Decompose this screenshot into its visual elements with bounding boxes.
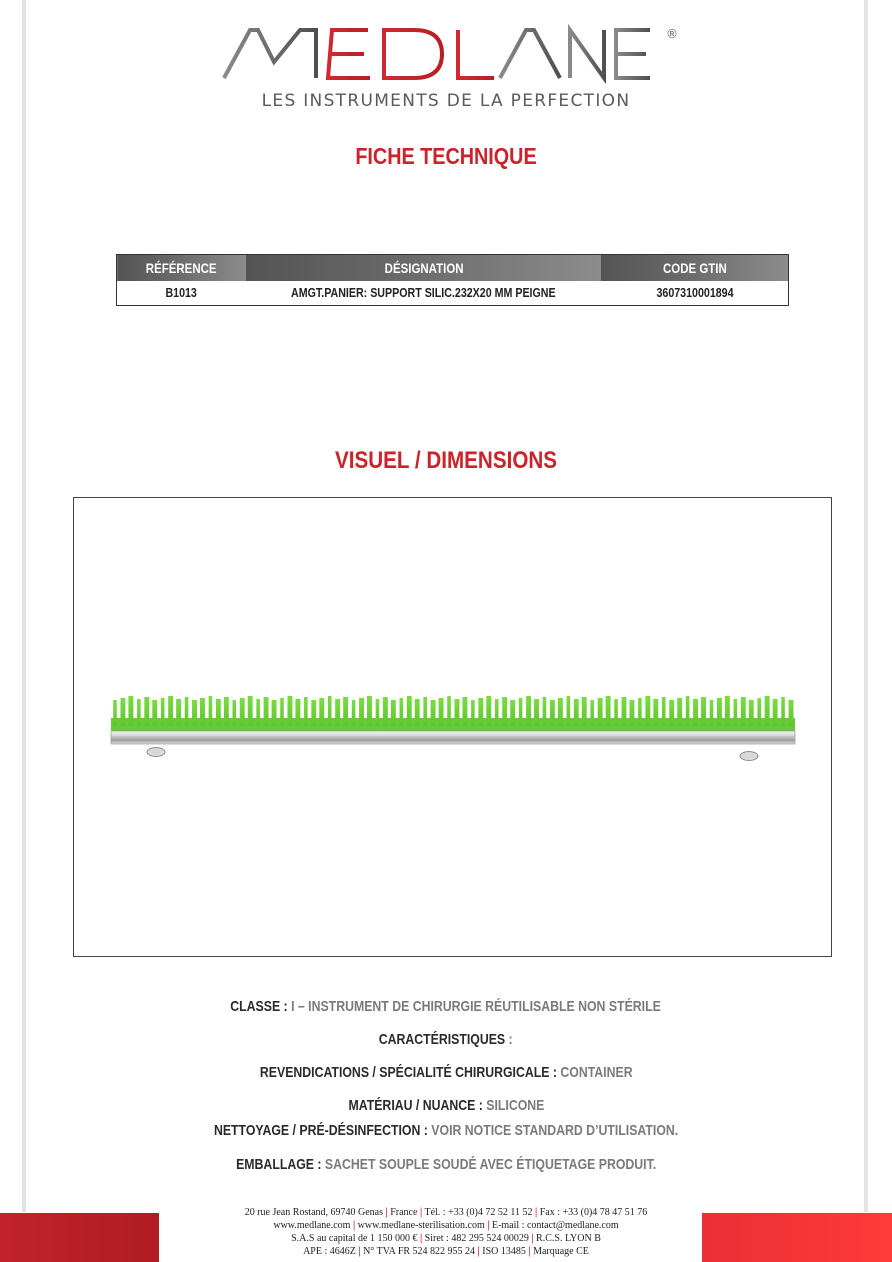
- comb-tooth: [415, 699, 420, 726]
- steel-rail: [111, 731, 795, 744]
- fiche-technique-title: FICHE TECHNIQUE: [355, 143, 537, 169]
- comb-tooth: [319, 698, 324, 726]
- comb-tooth: [717, 698, 722, 726]
- comb-tooth: [209, 696, 213, 726]
- comb-tooth: [343, 697, 348, 726]
- comb-tooth: [295, 699, 300, 726]
- comb-tooth: [510, 700, 515, 726]
- product-visual-frame: [73, 497, 832, 957]
- footer-red-bar-right: [702, 1213, 892, 1262]
- comb-tooth: [335, 699, 340, 726]
- registered-mark: ®: [666, 27, 678, 41]
- footer-red-bar-left: [0, 1213, 159, 1262]
- rivet-left: [147, 748, 165, 757]
- footer-legal-line: S.A.S au capital de 1 150 000 € | Siret : 482 295 524 00029 | R.C.S. LYON B: [291, 1233, 601, 1244]
- comb-tooth: [486, 696, 491, 726]
- comb-tooth: [272, 700, 277, 726]
- comb-tooth: [693, 699, 698, 726]
- comb-tooth: [152, 700, 157, 726]
- comb-tooth: [543, 697, 547, 726]
- footer-certification-line: APE : 4646Z | N° TVA FR 524 822 955 24 | ISO 13485 | Marquage CE: [303, 1246, 589, 1257]
- comb-base: [111, 718, 795, 732]
- header-designation: DÉSIGNATION: [246, 255, 601, 281]
- comb-tooth: [168, 696, 173, 726]
- spec-classe: CLASSE : I – INSTRUMENT DE CHIRURGIE RÉUTILISABLE NON STÉRILE: [230, 998, 662, 1015]
- rivet-right: [740, 752, 758, 761]
- comb-tooth: [495, 699, 499, 726]
- comb-tooth: [567, 696, 571, 726]
- comb-tooth: [645, 696, 650, 726]
- comb-tooth: [264, 697, 269, 726]
- table-row: [117, 281, 789, 306]
- cell-reference: B1013: [165, 285, 198, 301]
- comb-tooth: [686, 696, 690, 726]
- comb-tooth: [471, 700, 475, 726]
- comb-tooth: [120, 698, 125, 726]
- medlane-logo: [220, 22, 680, 92]
- comb-tooth: [439, 698, 444, 726]
- comb-tooth: [137, 699, 141, 726]
- comb-tooth: [455, 699, 460, 726]
- comb-tooth: [287, 696, 292, 726]
- sterilisation-website-link[interactable]: www.medlane-sterilisation.com: [357, 1220, 485, 1231]
- comb-tooth: [734, 699, 738, 726]
- comb-tooth: [248, 696, 253, 726]
- comb-tooth: [574, 699, 579, 726]
- comb-tooth: [192, 700, 197, 726]
- comb-tooth: [749, 700, 754, 726]
- comb-tooth: [606, 696, 611, 726]
- comb-teeth: [111, 696, 795, 732]
- header-gtin: CODE GTIN: [601, 255, 788, 281]
- comb-tooth: [359, 698, 364, 726]
- footer-address-line: 20 rue Jean Rostand, 69740 Genas | France | Tél. : +33 (0)4 72 52 11 52 | Fax : +33 (0)4 78 47 51 76: [244, 1207, 648, 1218]
- footer-web-line: www.medlane.com | www.medlane-sterilisation.com | E-mail : contact@medlane.com: [273, 1220, 619, 1231]
- comb-tooth: [629, 700, 634, 726]
- comb-tooth: [773, 699, 778, 726]
- comb-tooth: [638, 698, 642, 726]
- comb-tooth: [161, 698, 165, 726]
- comb-tooth: [526, 696, 531, 726]
- comb-tooth: [376, 699, 380, 726]
- comb-tooth: [328, 696, 332, 726]
- comb-tooth: [653, 699, 658, 726]
- comb-tooth: [128, 696, 133, 726]
- comb-tooth: [200, 698, 205, 726]
- comb-tooth: [502, 697, 507, 726]
- tagline: LES INSTRUMENTS DE LA PERFECTION: [261, 91, 631, 111]
- comb-tooth: [598, 698, 603, 726]
- comb-tooth: [725, 696, 730, 726]
- comb-tooth: [781, 697, 785, 726]
- comb-tooth: [423, 697, 427, 726]
- comb-tooth: [701, 697, 706, 726]
- spec-materiau: MATÉRIAU / NUANCE : SILICONE: [348, 1097, 544, 1114]
- comb-tooth: [367, 696, 372, 726]
- silicone-comb-support-image: [109, 688, 799, 768]
- comb-tooth: [550, 700, 555, 726]
- visuel-dimensions-title: VISUEL / DIMENSIONS: [334, 447, 558, 474]
- comb-tooth: [669, 700, 674, 726]
- comb-tooth: [431, 700, 436, 726]
- cell-designation: AMGT.PANIER: SUPPORT SILIC.232X20 MM PEIGNE: [291, 285, 556, 301]
- comb-tooth: [407, 696, 412, 726]
- comb-tooth: [622, 697, 627, 726]
- reference-table: [116, 254, 789, 306]
- comb-tooth: [352, 700, 356, 726]
- comb-tooth: [232, 700, 236, 726]
- comb-tooth: [391, 700, 396, 726]
- spec-nettoyage: NETTOYAGE / PRÉ-DÉSINFECTION : VOIR NOTICE STANDARD D’UTILISATION.: [213, 1122, 679, 1139]
- comb-tooth: [144, 697, 149, 726]
- spec-emballage: EMBALLAGE : SACHET SOUPLE SOUDÉ AVEC ÉTIQUETAGE PRODUIT.: [235, 1156, 657, 1173]
- comb-tooth: [614, 699, 618, 726]
- comb-tooth: [113, 700, 117, 726]
- comb-tooth: [304, 697, 308, 726]
- comb-tooth: [447, 696, 451, 726]
- comb-tooth: [240, 698, 245, 726]
- comb-tooth: [383, 697, 388, 726]
- comb-tooth: [677, 698, 682, 726]
- comb-tooth: [582, 697, 587, 726]
- spec-revendications: REVENDICATIONS / SPÉCIALITÉ CHIRURGICALE : CONTAINER: [259, 1064, 633, 1081]
- comb-tooth: [185, 697, 189, 726]
- cell-gtin: 3607310001894: [655, 285, 734, 301]
- comb-tooth: [519, 698, 523, 726]
- spec-caracteristiques: CARACTÉRISTIQUES :: [379, 1031, 513, 1048]
- comb-tooth: [765, 696, 770, 726]
- header-reference: RÉFÉRENCE: [117, 255, 247, 281]
- comb-tooth: [710, 700, 714, 726]
- comb-tooth: [311, 700, 316, 726]
- website-link[interactable]: www.medlane.com: [273, 1220, 351, 1231]
- comb-tooth: [176, 699, 181, 726]
- comb-tooth: [757, 698, 761, 726]
- comb-tooth: [216, 699, 221, 726]
- table-header-row: [117, 255, 789, 281]
- comb-tooth: [280, 698, 284, 726]
- comb-tooth: [590, 700, 594, 726]
- comb-tooth: [224, 697, 229, 726]
- comb-tooth: [662, 697, 666, 726]
- comb-tooth: [534, 699, 539, 726]
- comb-tooth: [558, 698, 563, 726]
- comb-tooth: [256, 699, 260, 726]
- email-link[interactable]: E-mail : contact@medlane.com: [491, 1220, 619, 1231]
- comb-tooth: [789, 700, 794, 726]
- comb-tooth: [741, 697, 746, 726]
- comb-tooth: [478, 698, 483, 726]
- comb-tooth: [462, 697, 467, 726]
- comb-tooth: [400, 698, 404, 726]
